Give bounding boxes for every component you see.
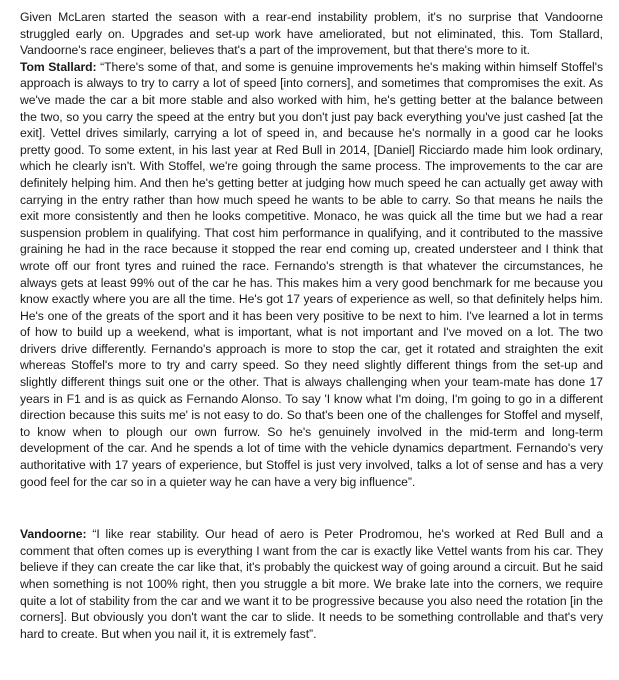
document-page	[20, 9, 603, 642]
intro-text: Given McLaren started the season with a rear-end instability problem, it's no surprise that Vandoorne struggled early on. Upgrades and set-up work have ameliorated, but not eliminated, this. Tom Stallard, Vandoorne's race engineer, believes that's a part of the improvement, but that there's more to it.	[20, 10, 603, 58]
stallard-quote: “There's some of that, and some is genuine improvements he's making within himself Stoffel's approach is always to try to carry a lot of speed [into corners], and sometimes that compromises the exit. As we've made the car a bit more stable and also worked with him, he's getting better at the balance between the two, so you carry the speed at the entry but you don't just pay back everything you've just cashed [at the exit]. Vettel drives similarly, carrying a lot of speed in, and because he's normally in a good car he looks pretty good. To some extent, in his last year at Red Bull in 2014, [Daniel] Ricciardo made him look ordinary, which he clearly isn't. With Stoffel, we're going through the same process. The improvements to the car are definitely helping him. And then he's getting better at judging how much speed he can actually get away with carrying in the entry rather than how much speed he wants to be able to carry. So that means he nails the exit more consistently and then he looks competitive. Monaco, he was quick all the time but we had a rear suspension problem in qualifying. That cost him performance in qualifying, and it contributed to the massive graining he had in the race because it stopped the rear end coming up, created understeer and I think that wrote off our front tyres and ruined the race. Fernando's strength is that whatever the circumstances, he always gets at least 99% out of the car he has. This makes him a very good benchmark for me because you know exactly where you are all the time. He's got 17 years of experience as well, so that definitely helps him. He's one of the greats of the sport and it has been very positive to be next to him. I've learned a lot in terms of how to build up a weekend, what is important, what is not important and I've moved on a lot. The two drivers drive differently. Fernando's approach is more to stop the car, get it rotated and straighten the exit whereas Stoffel's more to try and carry speed. So they need slightly different things from the set-up and slightly different things suit one or the other. That is always challenging when your team-mate has done 17 years in F1 and is as quick as Fernando Alonso. To say 'I know what I'm doing, I'm going to go in a different direction because this suits me' is not easy to do. So that's been one of the challenges for Stoffel and myself, to know when to plough our own furrow. So he's genuinely involved in the mid-term and long-term development of the car. And he spends a lot of time with the vehicle dynamics department. Fernando's very authoritative with 17 years of experience, but Stoffel is just very involved, talks a lot of sense and has a very good feel for the car so in a quieter way he can have a very big influence”.	[20, 59, 603, 489]
speaker-stallard: Tom Stallard:	[20, 59, 97, 74]
paragraph-spacer	[20, 490, 603, 526]
vandoorne-quote: “I like rear stability. Our head of aero is Peter Prodromou, he's worked at Red Bull and a comment that often comes up is everything I want from the car is exactly like Vettel wants from his car. They believe if they can create the car like that, it's probably the quickest way of going around a circuit. But he said when something is not 100% right, then you struggle a bit more. We brake late into the corners, we require quite a lot of stability from the car and we want it to be progressive because you also need the rotation [in the corners]. But obviously you don't want the car to slide. It needs to be something controllable and that's very hard to create. But when you nail it, it is extremely fast”.	[20, 527, 603, 641]
intro-paragraph	[20, 9, 603, 490]
speaker-vandoorne: Vandoorne:	[20, 527, 87, 542]
vandoorne-paragraph	[20, 526, 603, 642]
